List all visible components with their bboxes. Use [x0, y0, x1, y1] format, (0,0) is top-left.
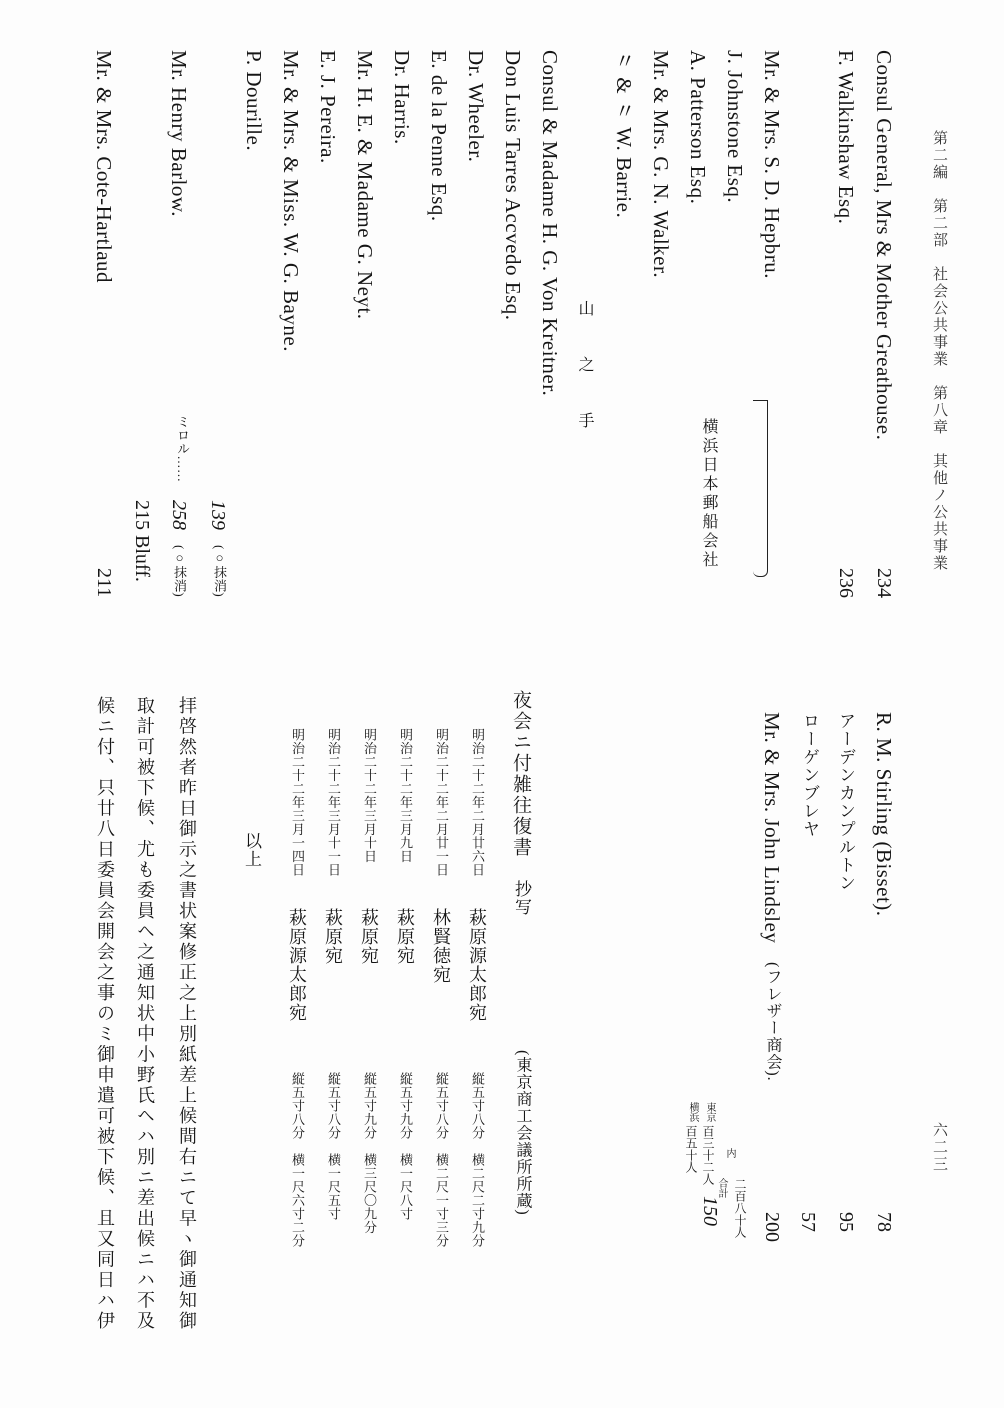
guest-name: P. Dourille.: [242, 50, 266, 152]
guest-name: Mr. & Mrs. & Miss. W. G. Bayne.: [279, 50, 303, 352]
house-number: 57: [797, 1212, 819, 1232]
guest-name: Dr. Wheeler.: [464, 50, 488, 163]
guest-name: Mr. H. E. & Madame G. Neyt.: [353, 50, 377, 320]
house-number: 95: [835, 1212, 857, 1232]
letter-addressee: 萩原宛: [395, 908, 415, 965]
letter-addressee: 萩原源太郎宛: [287, 908, 307, 1022]
body-line: 候ニ付、只廿八日委員会開会之事のミ御申遣可被下候、且又同日ハ伊: [95, 696, 115, 1332]
guest-name: Consul General, Mrs & Mother Greathouse.: [872, 50, 896, 441]
letter-date: 明治二十二年二月廿六日: [470, 728, 485, 877]
guest-name: Consul & Madame H. G. Von Kreitner.: [538, 50, 562, 397]
letter-size: 縦五寸九分 横一尺八寸: [398, 1072, 413, 1221]
guest-name: Mr. Henry Barlow.: [167, 50, 191, 217]
total-value: 二百八十人: [733, 1178, 747, 1238]
house-number: 139: [207, 500, 229, 530]
guest-name: A. Patterson Esq.: [686, 50, 710, 205]
deletion-note: (○抹消): [212, 545, 227, 598]
tokyo-label: 東京: [704, 1102, 715, 1122]
section-title: 夜会ニ付雑往復書: [510, 690, 531, 858]
letter-date: 明治二十二年二月廿一日: [434, 728, 449, 877]
letter-date: 明治二十二年三月十日: [362, 728, 377, 863]
guest-name: 〃 & 〃 W. Barrie.: [612, 50, 636, 219]
letter-size: 縦五寸八分 横二尺二寸九分: [470, 1072, 485, 1248]
letter-addressee: 林賢徳宛: [431, 908, 451, 984]
letter-size: 縦五寸八分 横一尺五寸: [326, 1072, 341, 1221]
letter-date: 明治二十二年三月十一日: [326, 728, 341, 877]
guest-name: Mr. & Mrs. S. D. Hepbru.: [760, 50, 784, 280]
letter-addressee: 萩原宛: [359, 908, 379, 965]
district-label: 山 之 手: [576, 300, 593, 440]
copy-label: 抄写: [512, 880, 531, 916]
letter-date: 明治二十二年三月一四日: [290, 728, 305, 877]
tokyo-value: 百三十二人: [701, 1125, 715, 1185]
guest-name: ローゲンブレヤ: [800, 712, 819, 838]
house-number: 215 Bluff.: [131, 500, 153, 582]
letter-date: 明治二十二年三月九日: [398, 728, 413, 863]
house-number: 78: [873, 1212, 895, 1232]
guest-name: E. J. Pereira.: [316, 50, 340, 164]
total-number: 150: [699, 1196, 721, 1226]
uchi-label: 内: [724, 1148, 735, 1158]
guest-name: J. Johnstone Esq.: [723, 50, 747, 204]
letter-size: 縦五寸八分 横一尺六寸二分: [290, 1072, 305, 1248]
guest-name: アーデンカンプルトン: [836, 712, 855, 892]
letter-addressee: 萩原源太郎宛: [467, 908, 487, 1022]
house-number: 234: [873, 568, 895, 598]
running-header: 第二編 第二部 社会公共事業 第八章 其他ノ公共事業: [931, 130, 947, 572]
group-brace: [753, 400, 768, 577]
house-number: 258: [168, 500, 190, 530]
guest-name: E. de la Penne Esq.: [427, 50, 451, 222]
company-label: 横浜日本郵船会社: [700, 418, 717, 570]
lindsley-note: (フレザー商会).: [764, 962, 781, 1082]
body-line: 拝啓然者昨日御示之書状案修正之上別紙差上候間右ニて早ヽ御通知御: [177, 696, 197, 1332]
guest-name: Mr. & Mrs. G. N. Walker.: [649, 50, 673, 279]
closing-mark: 以上: [242, 832, 261, 868]
house-number: 200: [761, 1212, 783, 1242]
yokohama-label: 横浜: [687, 1102, 698, 1122]
letter-size: 縦五寸八分 横二尺一寸三分: [434, 1072, 449, 1248]
house-number: 211: [93, 568, 115, 598]
deletion-note: (○抹消): [172, 545, 187, 598]
deletion-prefix: ミロル……: [175, 415, 190, 483]
guest-name: Don Luis Tarres Accvedo Esq.: [501, 50, 525, 321]
body-line: 取計可被下候、尤も委員ヘ之通知状中小野氏ヘハ別ニ差出候ニハ不及: [135, 696, 155, 1332]
letter-size: 縦五寸九分 横三尺〇九分: [362, 1072, 377, 1234]
house-number: 236: [835, 568, 857, 598]
guest-name: Mr. & Mrs. Cote-Hartlaud: [92, 50, 116, 284]
guest-name: F. Walkinshaw Esq.: [834, 50, 858, 225]
page-number: 六二三: [931, 1122, 947, 1173]
source-note: (東京商工会議所所蔵): [514, 1050, 531, 1216]
total-label: 合計: [716, 1178, 727, 1198]
letter-addressee: 萩原宛: [323, 908, 343, 965]
guest-name: R. M. Stirling (Bisset).: [872, 712, 896, 917]
guest-name: Mr. & Mrs. John Lindsley: [760, 712, 784, 944]
yokohama-value: 百五十人: [684, 1125, 698, 1173]
guest-name: Dr. Harris.: [390, 50, 414, 145]
